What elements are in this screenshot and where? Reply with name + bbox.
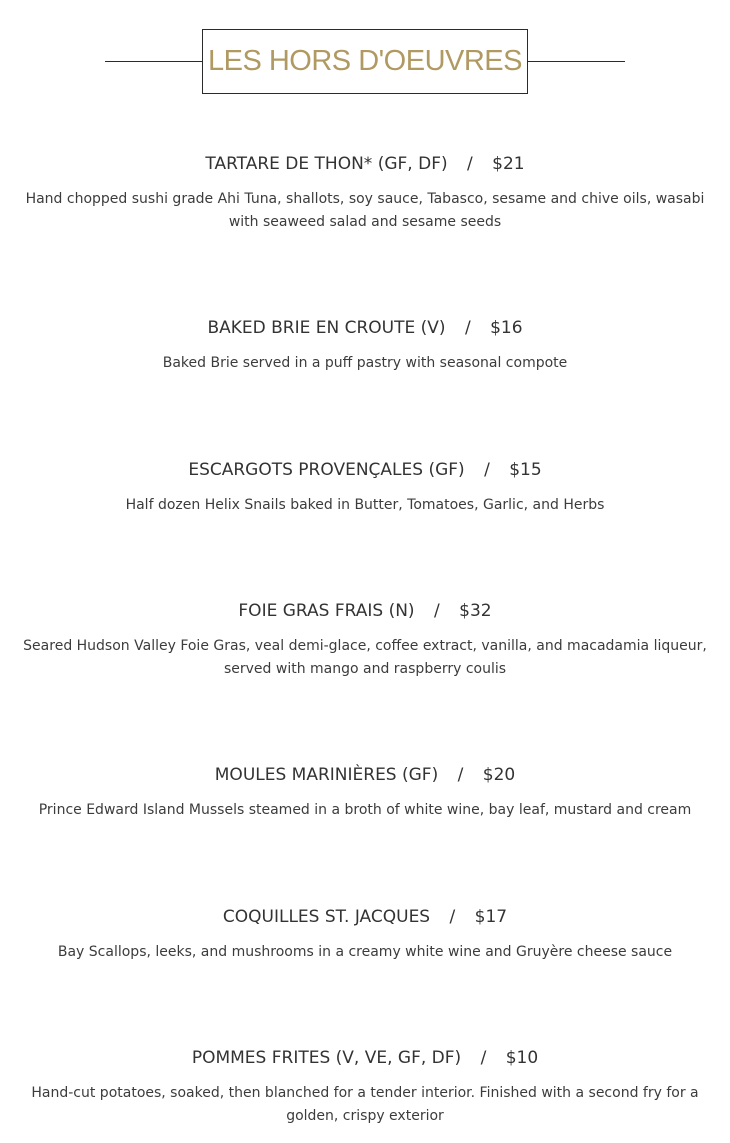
menu-item-name: ESCARGOTS PROVENÇALES (GF): [188, 460, 465, 480]
menu-item: [0, 763, 730, 822]
section-title: LES HORS D'OEUVRES: [207, 45, 522, 77]
menu-item-price: $32: [459, 601, 492, 621]
menu-item-description: Hand chopped sushi grade Ahi Tuna, shallots, soy sauce, Tabasco, sesame and chive oils, wasabi with seaweed salad and sesame seeds: [25, 191, 705, 230]
menu-item-heading: [0, 152, 730, 176]
menu-item-description: Seared Hudson Valley Foie Gras, veal demi-glace, coffee extract, vanilla, and macadamia liqueur, served with mango and raspberry coulis: [23, 638, 707, 677]
menu-item-description: Hand-cut potatoes, soaked, then blanched for a tender interior. Finished with a second fry for a golden, crispy exterior: [31, 1085, 699, 1124]
menu-item-separator: /: [467, 154, 473, 174]
menu-item-name: FOIE GRAS FRAIS (N): [238, 601, 415, 621]
menu-item-description: Bay Scallops, leeks, and mushrooms in a creamy white wine and Gruyère cheese sauce: [57, 944, 673, 960]
menu-item-description: Prince Edward Island Mussels steamed in a broth of white wine, bay leaf, mustard and cream: [38, 802, 692, 818]
menu-item-price: $10: [505, 1048, 539, 1068]
menu-item: [0, 316, 730, 375]
menu-item: [0, 599, 730, 681]
menu-item-separator: /: [484, 460, 490, 480]
menu-item-price: $16: [490, 318, 523, 338]
menu-item-heading: [0, 316, 730, 340]
menu-item-name: MOULES MARINIÈRES (GF): [214, 765, 439, 785]
menu-item-separator: /: [464, 318, 471, 338]
section-header: [0, 29, 730, 94]
menu-item: [0, 152, 730, 234]
menu-item: [0, 1046, 730, 1128]
section-title-box: [202, 29, 528, 94]
menu-item-separator: /: [457, 765, 464, 785]
menu-item-price: $20: [482, 765, 516, 785]
menu-item-heading: [0, 905, 730, 929]
menu-item-separator: /: [449, 907, 456, 927]
menu-item-description: Baked Brie served in a puff pastry with seasonal compote: [162, 355, 568, 371]
menu-item-price: $17: [474, 907, 508, 927]
menu-item-heading: [0, 458, 730, 482]
menu-item: [0, 458, 730, 517]
menu-item-price: $21: [492, 154, 525, 174]
menu-item-name: POMMES FRITES (V, VE, GF, DF): [191, 1048, 462, 1068]
menu-item-name: COQUILLES ST. JACQUES: [222, 907, 431, 927]
menu-item-separator: /: [433, 601, 440, 621]
menu-item-separator: /: [480, 1048, 487, 1068]
menu-item-heading: [0, 763, 730, 787]
menu-item-heading: [0, 1046, 730, 1070]
header-rule-left: [105, 61, 202, 62]
menu-item-description: Half dozen Helix Snails baked in Butter, Tomatoes, Garlic, and Herbs: [125, 497, 605, 513]
header-rule-right: [528, 61, 625, 62]
menu-item-name: BAKED BRIE EN CROUTE (V): [207, 318, 446, 338]
menu-item: [0, 905, 730, 964]
menu-item-heading: [0, 599, 730, 623]
menu-item-price: $15: [509, 460, 542, 480]
menu-item-name: TARTARE DE THON* (GF, DF): [205, 154, 448, 174]
